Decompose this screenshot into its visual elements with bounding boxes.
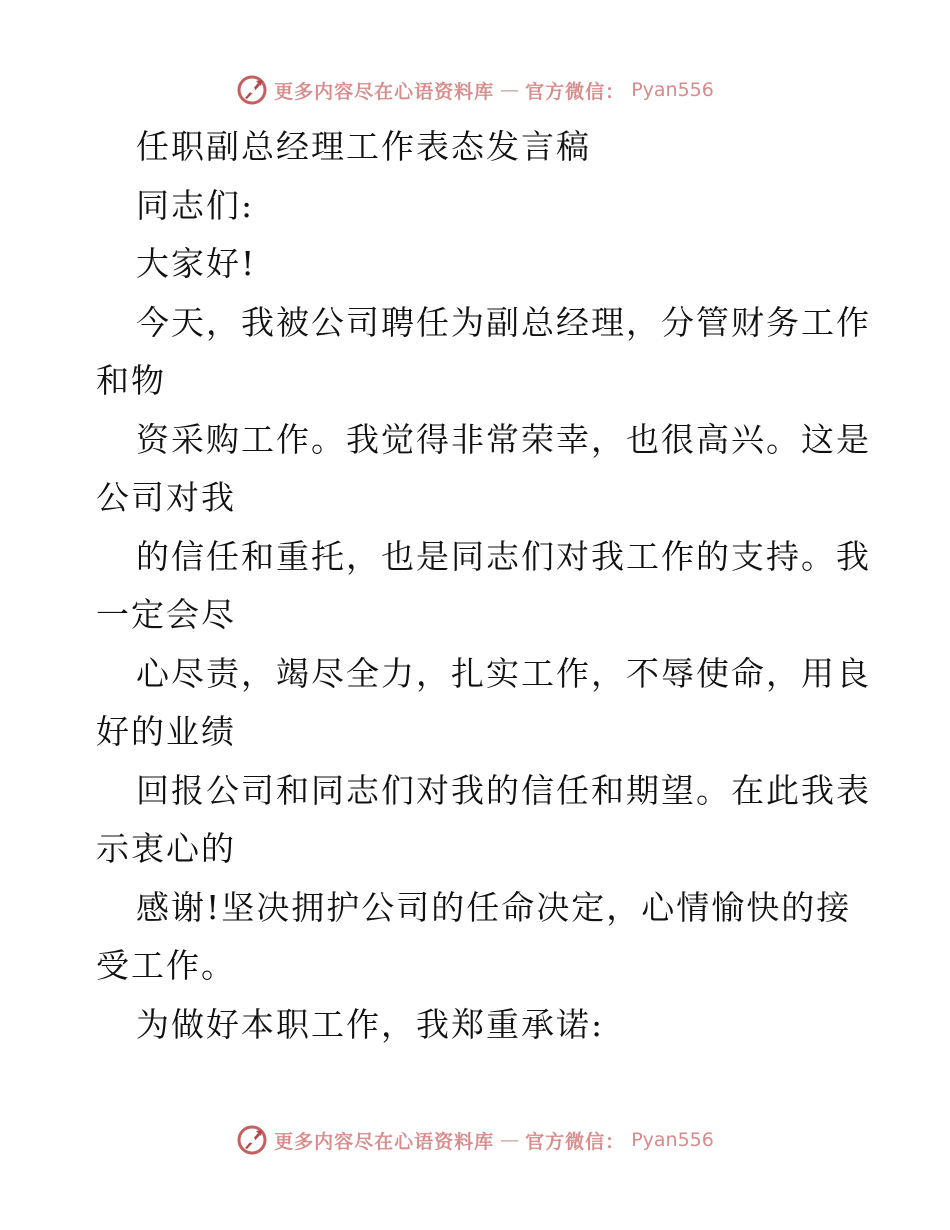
- document-line: 公司对我: [96, 478, 236, 517]
- footer-watermark: [0, 1120, 950, 1160]
- document-line: 和物: [96, 361, 166, 400]
- document-line: 资采购工作。我觉得非常荣幸，也很高兴。这是: [136, 419, 871, 459]
- document-line: 任职副总经理工作表态发言稿: [136, 127, 591, 166]
- watermark-text: 更多内容尽在心语资料库: [274, 80, 495, 103]
- watermark-wechat-label: 官方微信：: [525, 80, 626, 103]
- document-line: 心尽责，竭尽全力，扎实工作，不辱使命，用良: [136, 653, 871, 693]
- quill-logo-icon: [236, 74, 268, 106]
- document-line: 今天，我被公司聘任为副总经理，分管财务工作: [136, 302, 871, 342]
- watermark-wechat-label: 官方微信：: [525, 1130, 626, 1153]
- document-line: 的信任和重托，也是同志们对我工作的支持。我: [136, 536, 871, 576]
- watermark-separator: —: [500, 79, 520, 101]
- document-line: 好的业绩: [96, 712, 236, 751]
- document-line: 为做好本职工作，我郑重承诺:: [136, 1004, 605, 1044]
- document-line: 同志们:: [136, 185, 255, 225]
- watermark-separator: —: [500, 1129, 520, 1151]
- document-line: 感谢!坚决拥护公司的任命决定，心情愉快的接: [136, 887, 852, 927]
- document-line: 受工作。: [96, 946, 236, 985]
- document-body: [96, 118, 871, 1054]
- watermark-wechat-id: Pyan556: [631, 1129, 714, 1151]
- document-line: 一定会尽: [96, 595, 236, 634]
- watermark-text: 更多内容尽在心语资料库: [274, 1130, 495, 1153]
- document-line: 回报公司和同志们对我的信任和期望。在此我表: [136, 770, 871, 810]
- quill-logo-icon: [236, 1124, 268, 1156]
- header-watermark: [0, 70, 950, 110]
- watermark-wechat-id: Pyan556: [631, 79, 714, 101]
- document-line: 大家好!: [136, 244, 257, 283]
- document-line: 示衷心的: [96, 829, 236, 868]
